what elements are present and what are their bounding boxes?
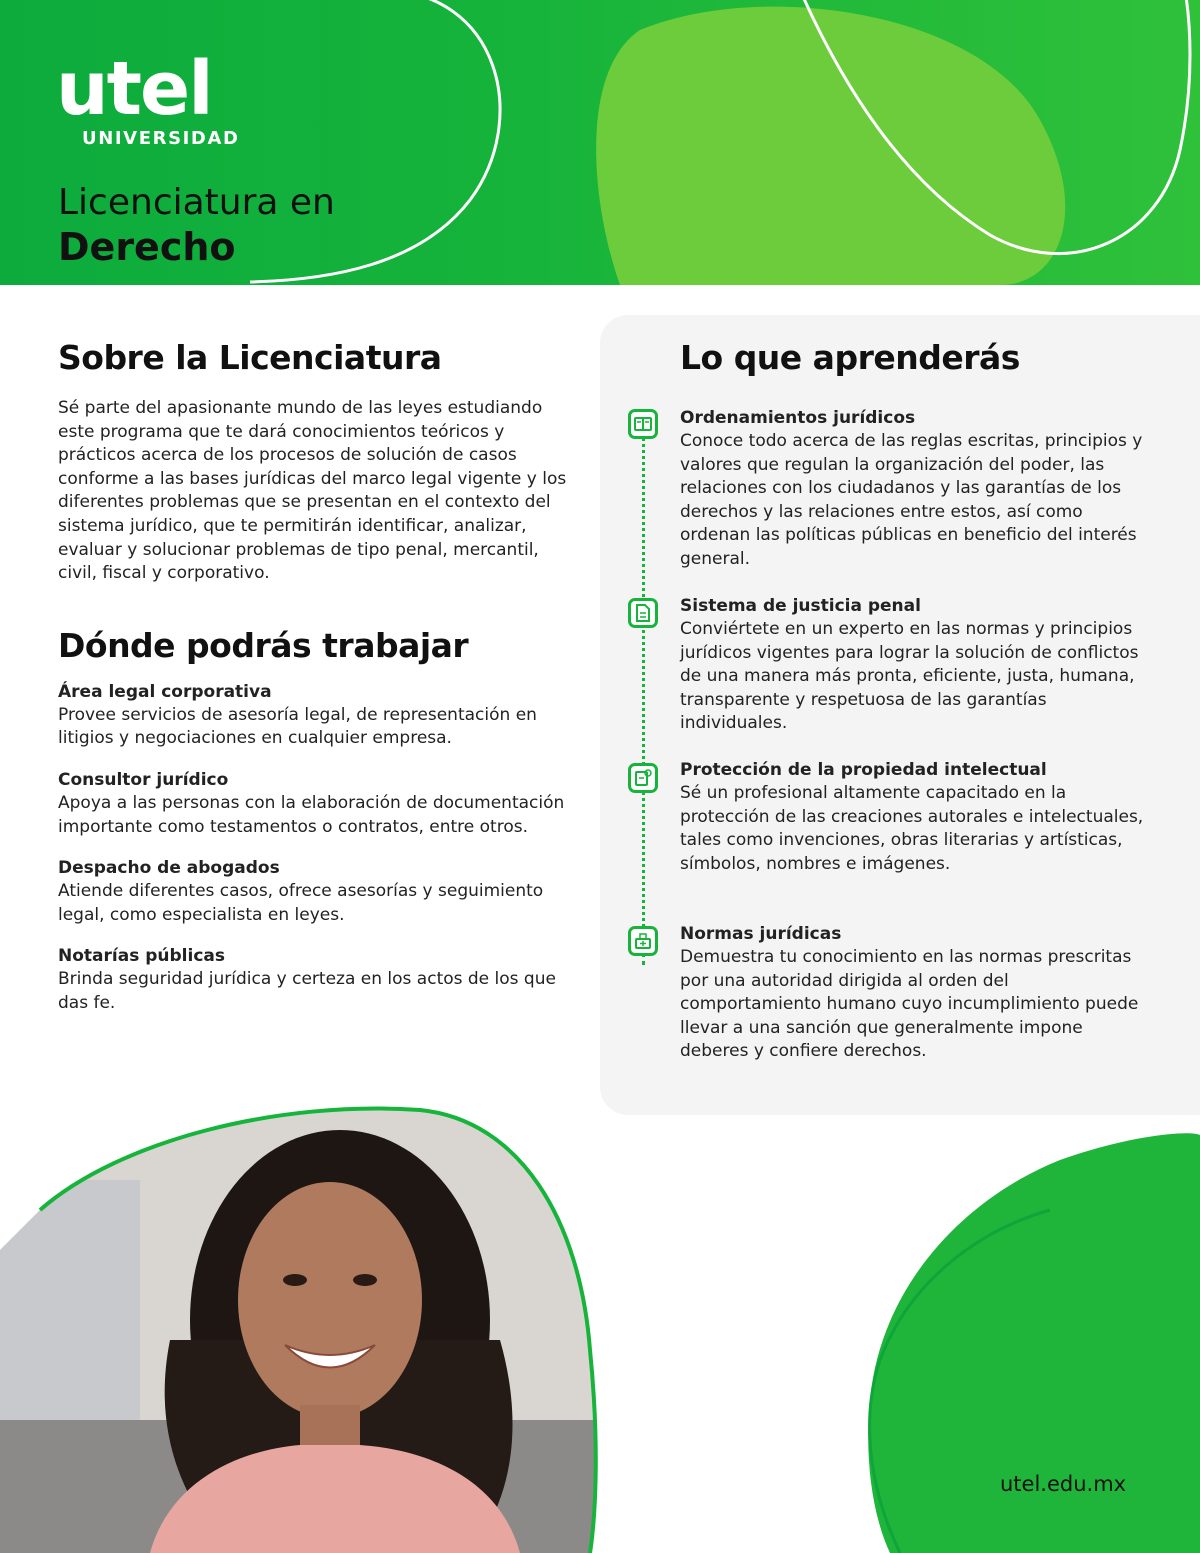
learn-item [680,595,1150,736]
work-item-text: Brinda seguridad jurídica y certeza en los actos de los que das fe. [58,969,556,1013]
learn-panel [600,315,1200,1115]
learn-item-title: Protección de la propiedad intelectual [680,760,1047,780]
work-item-title: Consultor jurídico [58,769,229,790]
left-column [58,338,583,1034]
work-item [58,945,583,1015]
learn-item-text: Demuestra tu conocimiento en las normas prescritas por una autoridad dirigida al orden del comportamiento humano cuyo incumplimiento puede llevar a una sanción que generalmente impone deberes y confiere derechos. [680,947,1139,1062]
legal-norms-icon [628,926,658,956]
timeline-line [642,425,645,965]
work-item-text: Provee servicios de asesoría legal, de representación en litigios y negociaciones en cualquier empresa. [58,704,537,749]
header-banner [0,0,1200,285]
logo-subtitle: UNIVERSIDAD [82,128,240,149]
work-item [58,769,583,839]
learn-item [680,923,1150,1064]
work-item [58,857,583,927]
law-book-icon [628,409,658,439]
justice-document-icon [628,598,658,628]
work-item-title: Área legal corporativa [58,681,272,702]
work-item-text: Atiende diferentes casos, ofrece asesorías y seguimiento legal, como especialista en leyes. [58,881,544,925]
learn-item-title: Normas jurídicas [680,924,842,944]
program-title-line1: Licenciatura en [58,182,335,223]
work-list [58,681,583,1016]
learn-item [680,407,1150,572]
work-item-title: Despacho de abogados [58,858,280,879]
learn-item-text: Conoce todo acerca de las reglas escritas, principios y valores que regulan la organización del poder, las relaciones con los ciudadanos y las garantías de los derechos y las relaciones entre estos, así como ordenan las políticas públicas en beneficio del interés general. [680,431,1143,569]
learn-title: Lo que aprenderás [680,338,1020,377]
learn-item-title: Ordenamientos jurídicos [680,408,916,428]
work-item-text: Apoya a las personas con la elaboración de documentación importante como testamentos o contratos, entre otros. [58,792,565,837]
student-photo [0,1090,600,1553]
program-title [58,182,335,270]
program-title-line2: Derecho [58,225,236,269]
about-text: Sé parte del apasionante mundo de las leyes estudiando este programa que te dará conocimientos teóricos y prácticos acerca de los procesos de solución de casos conforme a las bases jurídicas del marco legal vigente y los diferentes problemas que se presentan en el contexto del sistema jurídico, que te permitirán identificar, analizar, evaluar y solucionar problemas de tipo penal, mercantil, civil, fiscal y corporativo. [58,398,567,584]
about-title: Sobre la Licenciatura [58,338,442,377]
learn-item-text: Conviértete en un experto en las normas y principios jurídicos vigentes para lograr la solución de conflictos de una manera más pronta, eficiente, justa, humana, transparente y respetuosa de las garantías individuales. [680,619,1139,734]
learn-item [680,759,1150,876]
work-item [58,681,583,751]
website-link[interactable]: utel.edu.mx [1000,1472,1127,1496]
learn-item-text: Sé un profesional altamente capacitado en la protección de las creaciones autorales e intelectuales, tales como invenciones, obras literarias y artísticas, símbolos, nombres e imágenes. [680,783,1144,874]
work-item-title: Notarías públicas [58,946,225,967]
logo-wordmark: utel [56,46,212,132]
work-title: Dónde podrás trabajar [58,625,469,665]
learn-item-title: Sistema de justicia penal [680,596,921,616]
intellectual-property-icon [628,763,658,793]
utel-logo[interactable] [56,46,240,149]
